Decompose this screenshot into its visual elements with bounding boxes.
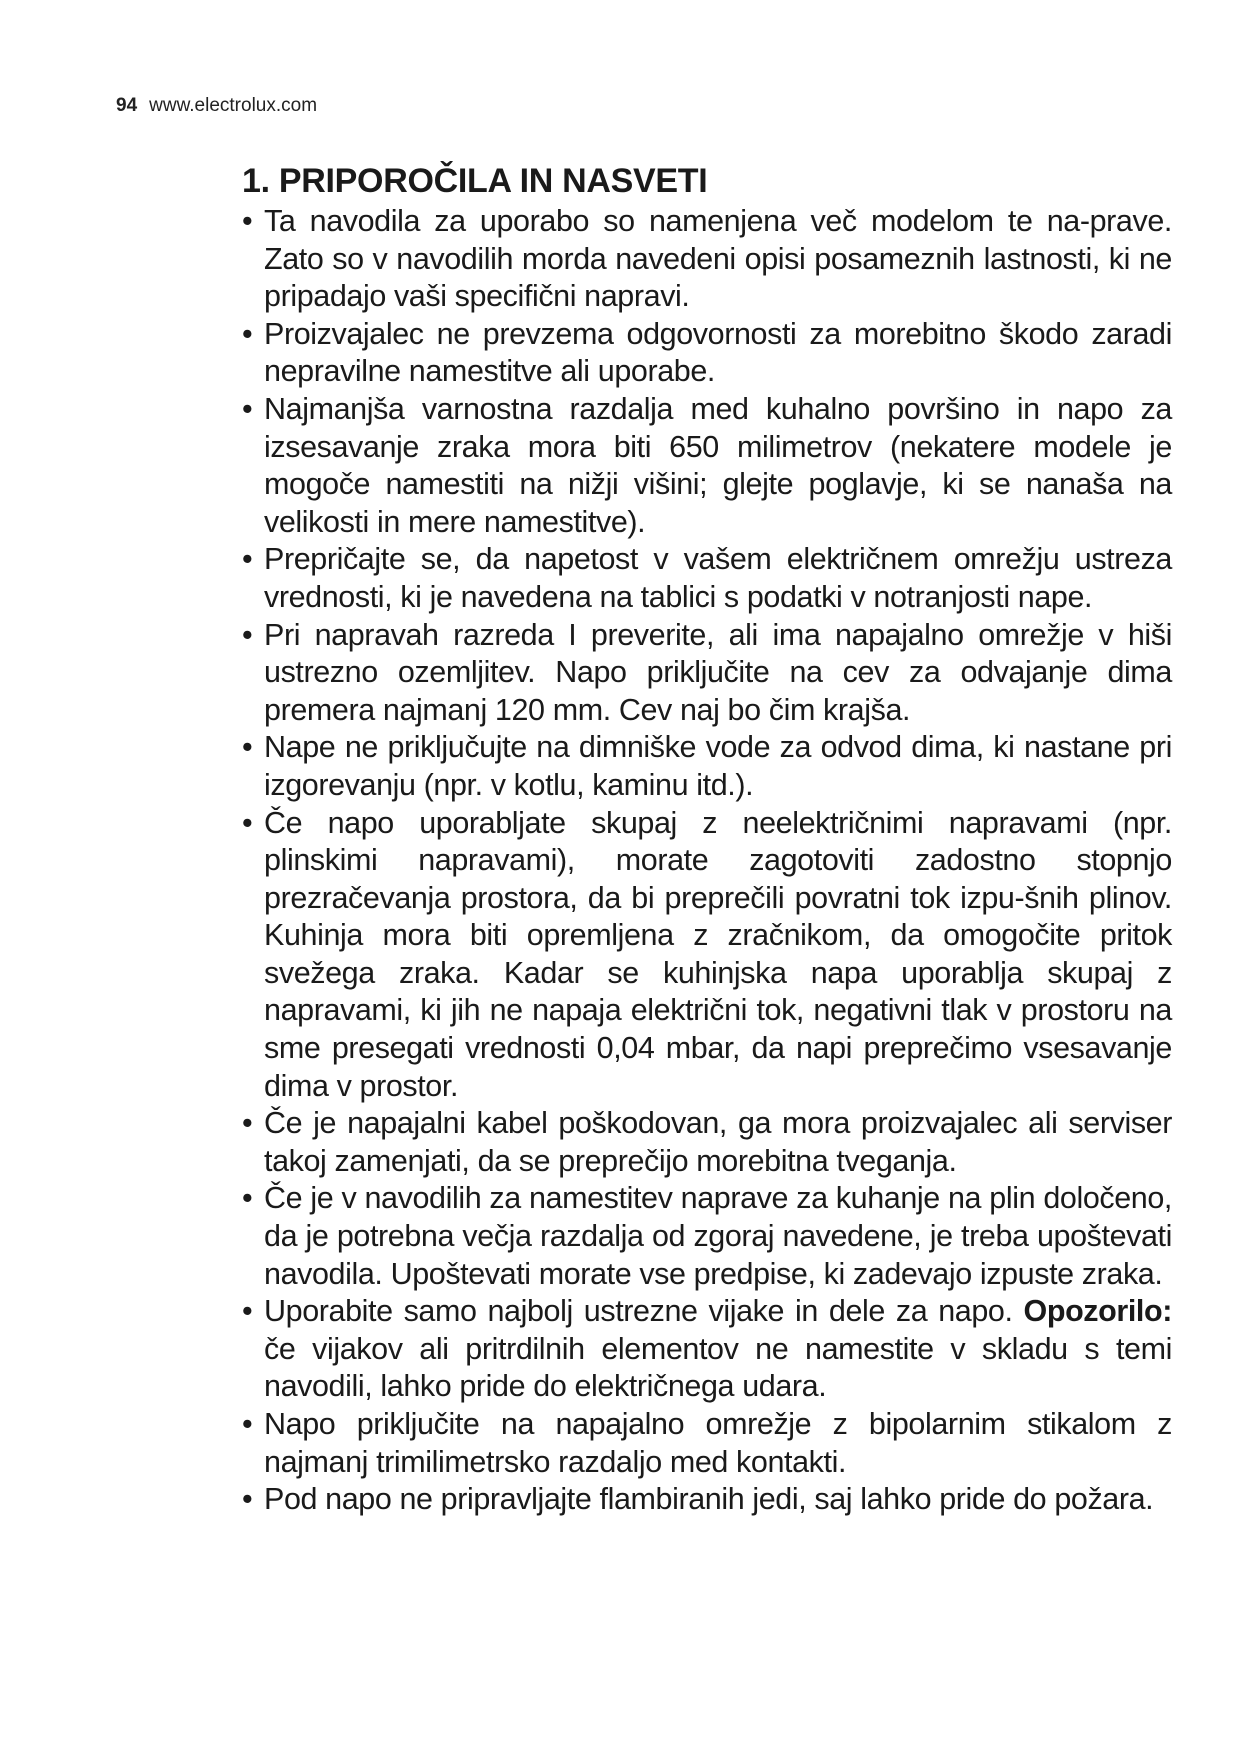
list-item: [242, 541, 1172, 616]
list-item-text: Nape ne priključujte na dimniške vode za odvod dima, ki nastane pri izgorevanju (npr. v kotlu, kaminu itd.).: [264, 730, 1172, 802]
bullet-icon: •: [242, 1482, 253, 1517]
list-item-text: Če napo uporabljate skupaj z neelektričnimi napravami (npr. plinskimi napravami), morate zagotoviti zadostno stopnjo prezračevanja prostora, da bi preprečili povratni tok izpu-šnih plinov. Kuhinja mora biti opremljena z zračnikom, da omogočite pritok svežega zraka. Kadar se kuhinjska napa uporablja skupaj z napravami, ki jih ne napaja električni tok, negativni tlak v prostoru na sme presegati vrednosti 0,04 mbar, da napi preprečimo vsesavanje dima v prostor.: [264, 805, 1172, 1103]
warning-text: če vijakov ali pritrdilnih elementov ne namestite v skladu s temi navodili, lahko pride do električnega udara.: [264, 1331, 1172, 1404]
list-item: [242, 1406, 1172, 1481]
list-item-text: Prepričajte se, da napetost v vašem električnem omrežju ustreza vrednosti, ki je navedena na tablici s podatki v notranjosti nape.: [264, 542, 1172, 614]
bullet-icon: •: [242, 1407, 253, 1441]
list-item-text: Proizvajalec ne prevzema odgovornosti za morebitno škodo zaradi nepravilne namestitve ali uporabe.: [264, 316, 1172, 389]
bullet-icon: •: [242, 391, 253, 426]
bullet-icon: •: [242, 1294, 253, 1329]
list-item-text: Če je napajalni kabel poškodovan, ga mora proizvajalec ali serviser takoj zamenjati, da se preprečijo morebitna tveganja.: [264, 1106, 1172, 1178]
page-number: 94: [116, 95, 138, 116]
list-item-text: Pri napravah razreda I preverite, ali ima napajalno omrežje v hiši ustrezno ozemljitev. Napo priključite na cev za odvajanje dima premera najmanj 120 mm. Cev naj bo čim krajša.: [264, 617, 1172, 727]
bullet-icon: •: [242, 1106, 253, 1141]
list-item: [242, 805, 1172, 1106]
bullet-icon: •: [242, 316, 253, 351]
page-header: [116, 94, 317, 118]
list-item-text: Najmanjša varnostna razdalja med kuhalno površino in napo za izsesavanje zraka mora biti 650 milimetrov (nekatere modele je mogoče namestiti na nižji višini; glejte poglavje, ki se nanaša na velikosti in mere namestitve).: [264, 391, 1172, 539]
bullet-icon: •: [242, 204, 253, 238]
recommendations-list: [242, 203, 1172, 1519]
list-item: [242, 1481, 1172, 1519]
bullet-icon: •: [242, 805, 253, 840]
list-item: [242, 391, 1172, 541]
list-item: [242, 1105, 1172, 1180]
website-url: www.electrolux.com: [149, 95, 318, 116]
warning-label: Opozorilo:: [1023, 1294, 1172, 1329]
bullet-icon: •: [242, 1181, 253, 1216]
list-item-text: Napo priključite na napajalno omrežje z bipolarnim stikalom z najmanj trimilimetrsko razdaljo med kontakti.: [264, 1407, 1172, 1479]
list-item-text: Uporabite samo najbolj ustrezne vijake in dele za napo.: [264, 1294, 1013, 1329]
bullet-icon: •: [242, 617, 253, 652]
list-item-text: Pod napo ne pripravljajte flambiranih jedi, saj lahko pride do požara.: [264, 1482, 1154, 1517]
list-item: [242, 617, 1172, 730]
safety-section: [242, 160, 1172, 1519]
list-item: [242, 1180, 1172, 1293]
section-title: 1. PRIPOROČILA IN NASVETI: [242, 162, 708, 200]
list-item: [242, 203, 1172, 316]
list-item: [242, 1293, 1172, 1406]
list-item-text: Če je v navodilih za namestitev naprave za kuhanje na plin določeno, da je potrebna večja razdalja od zgoraj navedene, je treba upoštevati navodila. Upoštevati morate vse predpise, ki zadevajo izpuste zraka.: [264, 1181, 1172, 1291]
list-item: [242, 316, 1172, 391]
list-item-text: Ta navodila za uporabo so namenjena več modelom te na-prave. Zato so v navodilih morda navedeni opisi posameznih lastnosti, ki ne pripadajo vaši specifični napravi.: [264, 204, 1172, 314]
list-item: [242, 729, 1172, 804]
bullet-icon: •: [242, 730, 253, 765]
bullet-icon: •: [242, 542, 253, 577]
